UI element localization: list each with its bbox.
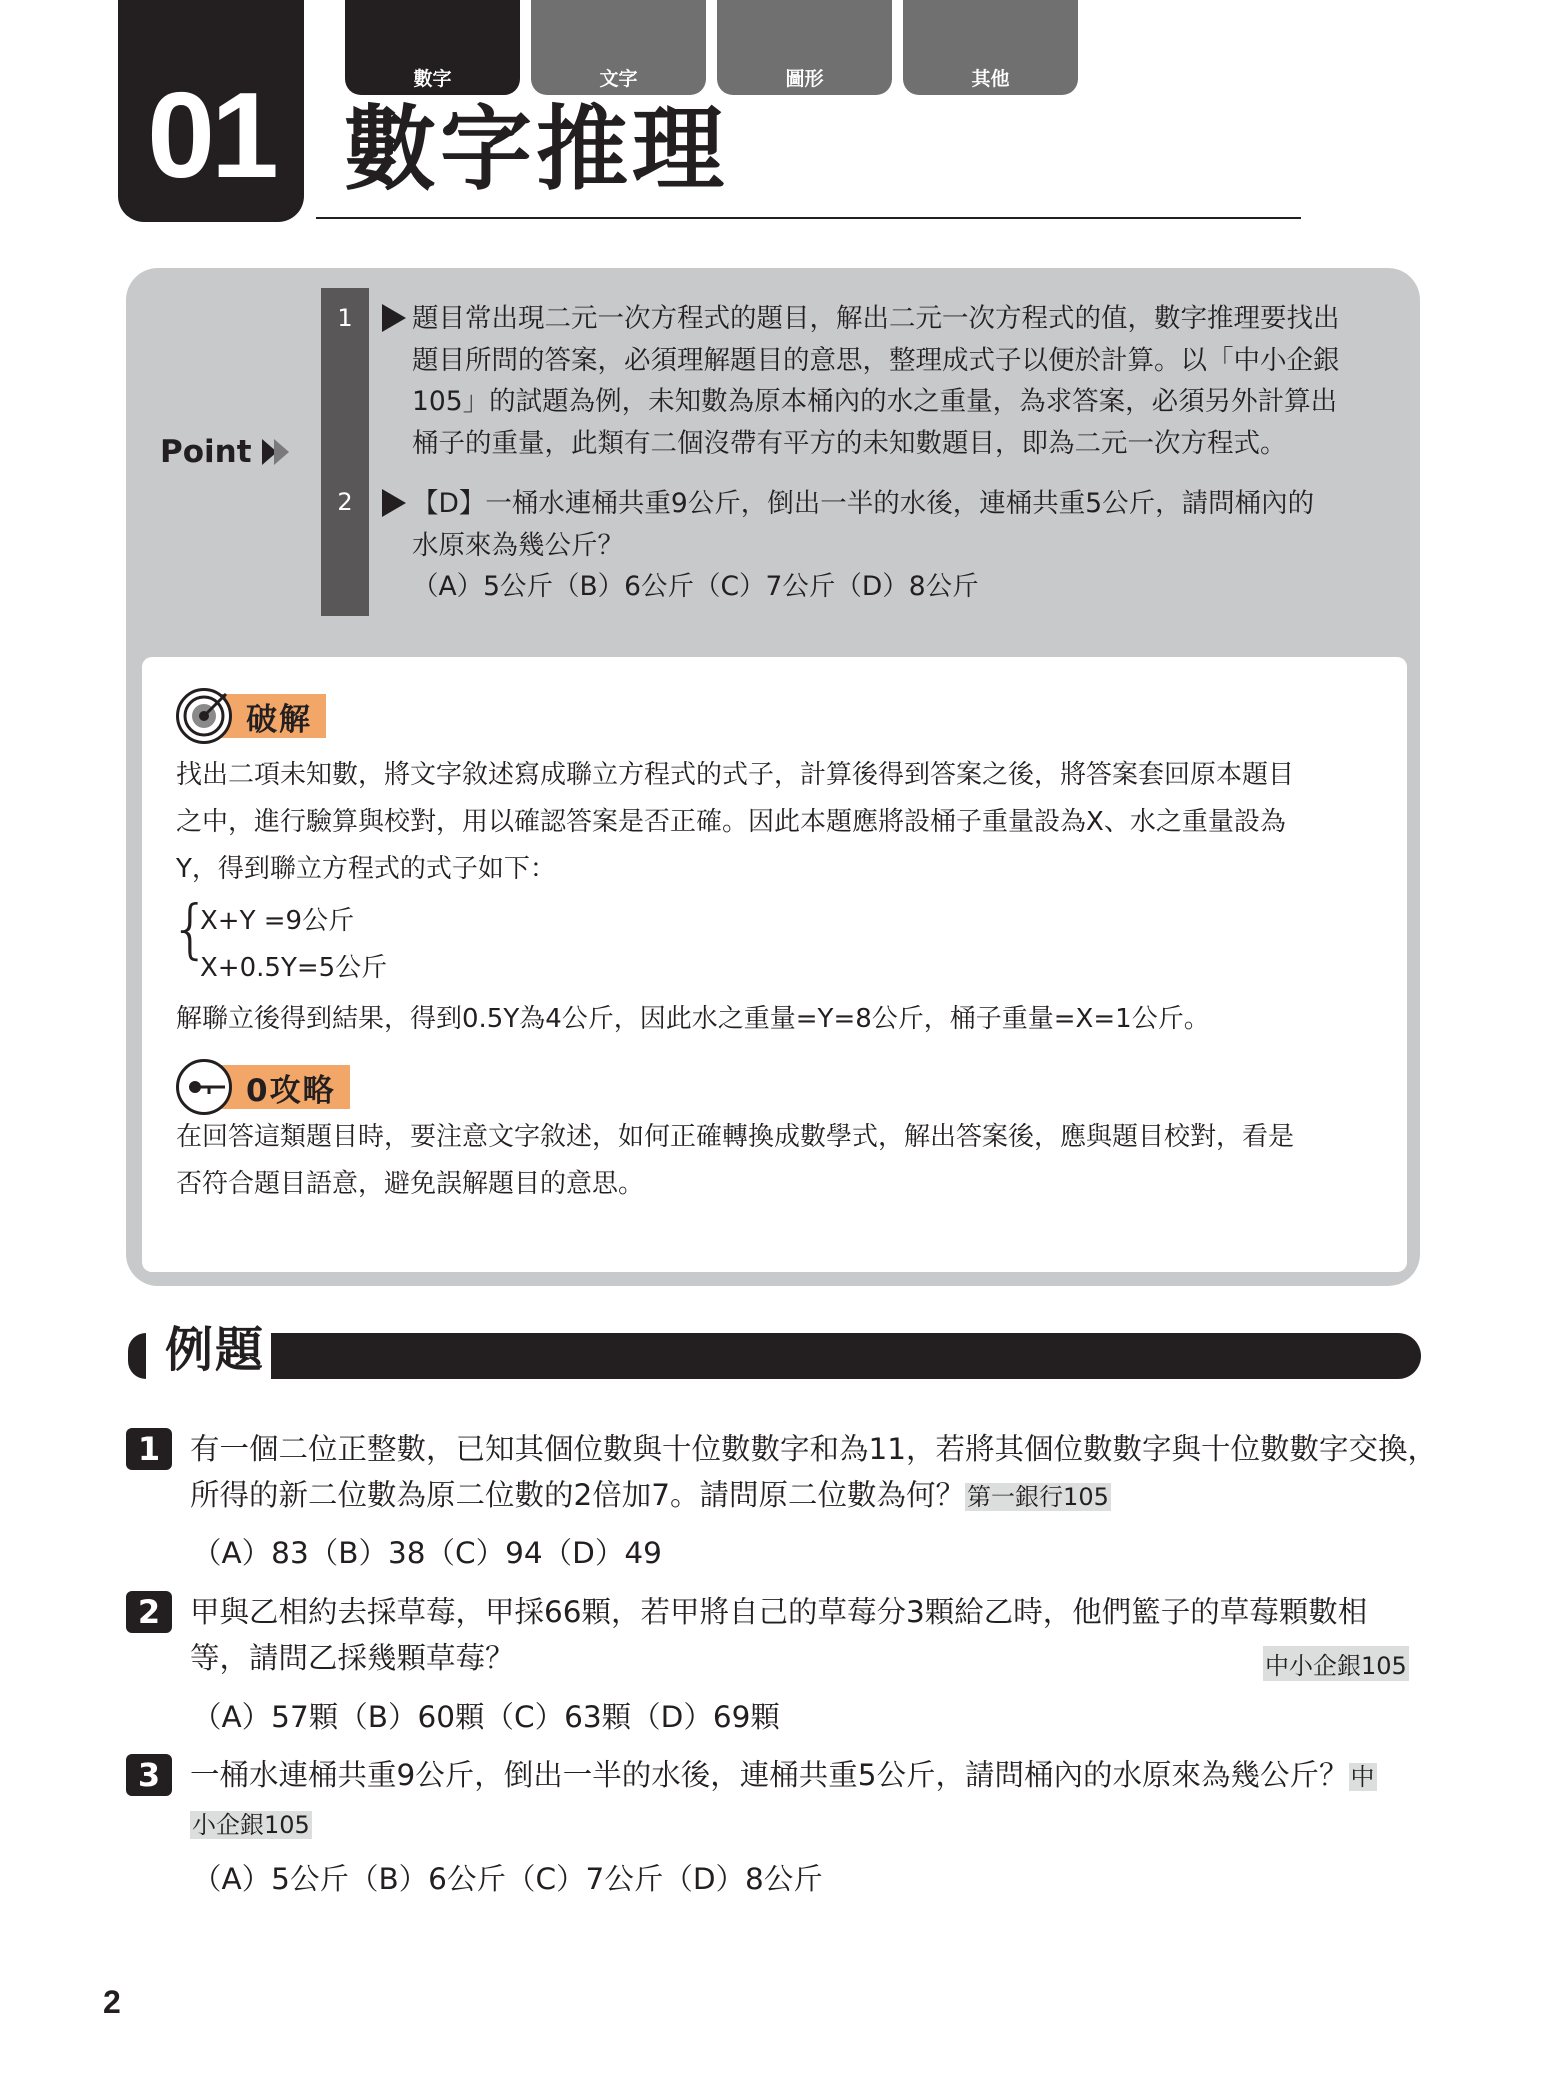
question-line-text: 所得的新二位數為原二位數的2倍加7。請問原二位數為何？ (190, 1478, 966, 1512)
source-tag: 中小企銀105 (1263, 1646, 1409, 1681)
strategy-badge-label: 0攻略 (214, 1065, 350, 1109)
point-line: 題目常出現二元一次方程式的題目，解出二元一次方程式的值，數字推理要找出 (412, 303, 1340, 334)
page-number: 2 (103, 1984, 121, 2020)
strategy-text (176, 1114, 1294, 1208)
solution-line: Y，得到聯立方程式的式子如下： (176, 854, 556, 884)
question-line (190, 1800, 1377, 1848)
question-line: 等，請問乙採幾顆草莓？ (190, 1641, 515, 1675)
question-1 (190, 1426, 1437, 1520)
tab-text[interactable] (531, 0, 706, 95)
title-divider (316, 217, 1301, 219)
point-number-strip (321, 288, 369, 616)
tab-label: 數字 (413, 68, 452, 90)
play-triangle-icon (382, 304, 406, 332)
double-arrow-icon (262, 439, 289, 465)
question-line (190, 1752, 1377, 1800)
examples-title: 例題 (165, 1322, 266, 1378)
examples-header-bar (271, 1333, 1421, 1379)
point-item-number: 1 (337, 304, 353, 332)
chapter-number: 01 (147, 67, 275, 203)
question-line: 甲與乙相約去採草莓，甲採66顆，若甲將自己的草莓分3顆給乙時，他們籃子的草莓顆數相 (190, 1595, 1368, 1629)
point-item-1 (412, 298, 1340, 464)
solution-badge (176, 688, 326, 744)
question-2 (190, 1589, 1367, 1681)
chapter-title: 數字推理 (344, 96, 729, 203)
tab-label: 其他 (971, 68, 1010, 90)
solution-line: 之中，進行驗算與校對，用以確認答案是否正確。因此本題應將設桶子重量設為X、水之重量設為 (176, 807, 1286, 837)
solution-text (176, 752, 1294, 893)
tab-label: 文字 (599, 68, 638, 90)
solution-badge-label: 破解 (214, 694, 326, 738)
question-number-badge (126, 1428, 172, 1470)
solution-line: 找出二項未知數，將文字敘述寫成聯立方程式的式子，計算後得到答案之後，將答案套回原本題目 (176, 760, 1295, 790)
question-3 (190, 1752, 1377, 1848)
question-number: 2 (137, 1593, 161, 1631)
question-options: （A）83（B）38（C）94（D）49 (192, 1536, 662, 1570)
strategy-badge (176, 1059, 350, 1115)
point-line: 【D】一桶水連桶共重9公斤，倒出一半的水後，連桶共重5公斤，請問桶內的 (412, 488, 1315, 519)
question-number-badge (126, 1591, 172, 1633)
tab-others[interactable] (903, 0, 1078, 95)
point-line: （A）5公斤（B）6公斤（C）7公斤（D）8公斤 (412, 571, 979, 602)
tab-numbers[interactable] (345, 0, 520, 95)
source-tag: 中 (1350, 1763, 1375, 1791)
chapter-number-block (118, 0, 304, 222)
point-line: 水原來為幾公斤？ (412, 529, 624, 561)
target-icon (176, 688, 232, 744)
question-options: （A）5公斤（B）6公斤（C）7公斤（D）8公斤 (192, 1862, 823, 1896)
question-number-badge (126, 1754, 172, 1796)
question-options: （A）57顆（B）60顆（C）63顆（D）69顆 (192, 1700, 780, 1734)
equation: X+Y =9公斤 (200, 906, 355, 936)
point-line: 桶子的重量，此類有二個沒帶有平方的未知數題目，即為二元一次方程式。 (412, 427, 1287, 459)
point-label (160, 434, 289, 470)
examples-header-cap (128, 1333, 146, 1379)
question-number: 3 (137, 1756, 161, 1794)
point-line: 105」的試題為例，未知數為原本桶內的水之重量，為求答案，必須另外計算出 (412, 386, 1338, 417)
point-item-2 (412, 483, 1314, 608)
question-line (190, 1472, 1437, 1520)
source-tag: 第一銀行105 (967, 1483, 1109, 1511)
tab-label: 圖形 (785, 68, 824, 90)
tab-graphics[interactable] (717, 0, 892, 95)
point-label-text: Point (160, 434, 252, 470)
point-line: 題目所問的答案，必須理解題目的意思，整理成式子以便於計算。以「中小企銀 (412, 344, 1340, 376)
equation-system (200, 898, 387, 992)
question-line: 有一個二位正整數，已知其個位數與十位數數字和為11，若將其個位數數字與十位數數字交換， (190, 1432, 1438, 1466)
solution-result: 解聯立後得到結果，得到0.5Y為4公斤，因此水之重量=Y=8公斤，桶子重量=X=1公斤。 (176, 1004, 1210, 1034)
point-item-number: 2 (337, 488, 353, 516)
source-tag: 小企銀105 (192, 1811, 310, 1839)
key-icon (176, 1059, 232, 1115)
question-line-text: 一桶水連桶共重9公斤，倒出一半的水後，連桶共重5公斤，請問桶內的水原來為幾公斤？ (190, 1758, 1349, 1792)
strategy-line: 在回答這類題目時，要注意文字敘述，如何正確轉換成數學式，解出答案後，應與題目校對，看是 (176, 1122, 1295, 1152)
equation: X+0.5Y=5公斤 (200, 953, 388, 983)
equation-brace: { (170, 893, 211, 967)
play-triangle-icon (382, 489, 406, 517)
question-number: 1 (137, 1430, 161, 1468)
strategy-line: 否符合題目語意，避免誤解題目的意思。 (176, 1169, 645, 1199)
